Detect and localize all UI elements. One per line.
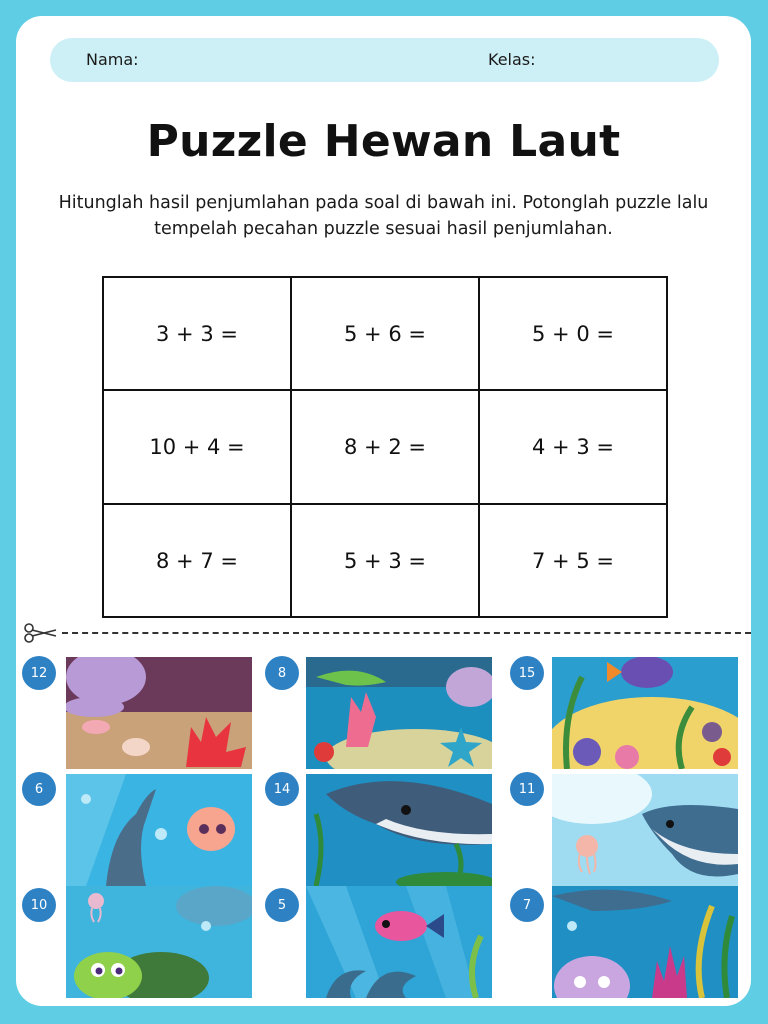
page-title: Puzzle Hewan Laut [146,116,621,167]
problem-cell: 4 + 3 = [479,390,667,504]
class-label: Kelas: [488,50,536,69]
piece-number-badge: 5 [265,888,299,922]
worksheet [16,16,751,1006]
piece-number-badge: 10 [22,888,56,922]
scissors-icon [22,623,60,643]
problem-cell: 10 + 4 = [103,390,291,504]
problem-cell: 5 + 3 = [291,504,479,617]
problem-cell: 5 + 6 = [291,277,479,390]
piece-number-badge: 11 [510,772,544,806]
piece-number-badge: 12 [22,656,56,690]
name-label: Nama: [86,50,139,69]
piece-number-badge: 7 [510,888,544,922]
puzzle-piece-whale[interactable] [306,774,492,886]
piece-number-badge: 6 [22,772,56,806]
problem-cell: 8 + 7 = [103,504,291,617]
puzzle-piece-starfish-crab-seaweed[interactable] [306,657,492,769]
puzzle-piece-pink-fish[interactable] [306,886,492,998]
problem-grid [102,276,668,618]
problem-cell: 3 + 3 = [103,277,291,390]
piece-number-badge: 8 [265,656,299,690]
name-class-bar [50,38,719,82]
piece-number-badge: 15 [510,656,544,690]
puzzle-piece-fish-shells-crab[interactable] [552,657,738,769]
problem-cell: 5 + 0 = [479,277,667,390]
piece-number-badge: 14 [265,772,299,806]
cut-line [22,623,751,643]
puzzle-piece-octopus-coral[interactable] [66,657,252,769]
puzzle-piece-dolphin-tail-squid[interactable] [66,774,252,886]
problem-cell: 7 + 5 = [479,504,667,617]
problem-cell: 8 + 2 = [291,390,479,504]
puzzle-piece-dolphin-jellyfish[interactable] [552,774,738,886]
puzzle-piece-turtle-jellyfish[interactable] [66,886,252,998]
puzzle-piece-octopus-seaweed[interactable] [552,886,738,998]
dashed-cut-line [62,632,751,634]
instructions: Hitunglah hasil penjumlahan pada soal di bawah ini. Potonglah puzzle lalu tempelah pecahan puzzle sesuai hasil penjumlahan. [58,193,709,239]
